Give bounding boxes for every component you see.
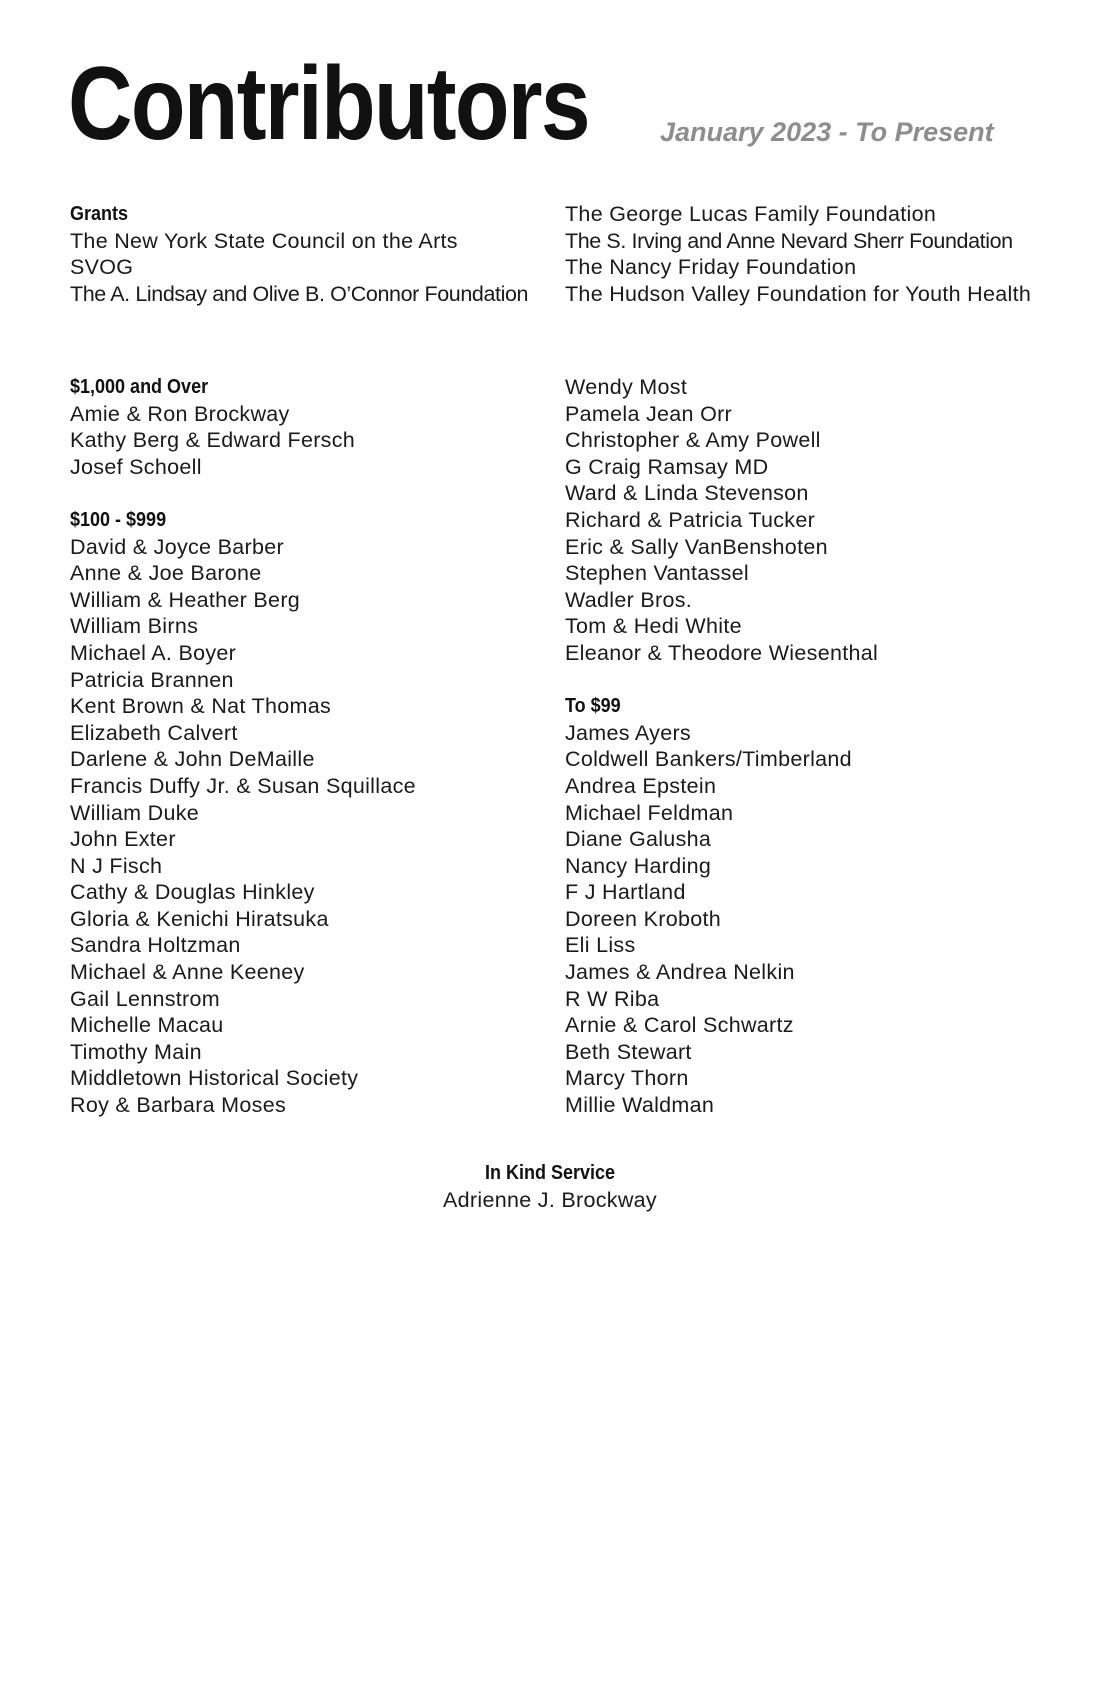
- list-item: William & Heather Berg: [70, 587, 301, 612]
- list-item: Arnie & Carol Schwartz: [565, 1013, 794, 1038]
- donors-left-column: [70, 374, 540, 1119]
- list-item: Kathy Berg & Edward Fersch: [70, 428, 356, 453]
- list-item: The Nancy Friday Foundation: [565, 255, 857, 280]
- list-item: The Hudson Valley Foundation for Youth Health: [565, 281, 1032, 306]
- list-item: Andrea Epstein: [565, 773, 717, 798]
- list-item: Beth Stewart: [565, 1039, 692, 1064]
- list-item: The George Lucas Family Foundation: [565, 202, 937, 226]
- list-item: Darlene & John DeMaille: [70, 747, 315, 772]
- donors-right-column: [565, 374, 1035, 1119]
- list-item: Stephen Vantassel: [565, 561, 749, 586]
- list-item: N J Fisch: [70, 853, 163, 878]
- list-item: Diane Galusha: [565, 827, 712, 852]
- list-item: Eli Liss: [565, 933, 636, 958]
- in-kind-heading: In Kind Service: [484, 1162, 616, 1184]
- list-item: F J Hartland: [565, 880, 686, 905]
- list-item: The A. Lindsay and Olive B. O’Connor Foundation: [70, 281, 529, 306]
- list-item: Wendy Most: [565, 375, 688, 399]
- list-item: Anne & Joe Barone: [70, 561, 262, 586]
- list-item: Patricia Brannen: [70, 667, 234, 692]
- list-item: R W Riba: [565, 986, 660, 1011]
- date-range-subtitle: January 2023 - To Present: [660, 117, 994, 147]
- page-title: Contributors: [68, 46, 589, 162]
- list-item: Francis Duffy Jr. & Susan Squillace: [70, 773, 416, 798]
- list-item: Christopher & Amy Powell: [565, 428, 821, 453]
- list-item: Adrienne J. Brockway: [443, 1187, 657, 1212]
- list-item: William Duke: [70, 800, 200, 825]
- in-kind-section: [0, 1160, 1100, 1213]
- list-item: Eleanor & Theodore Wiesenthal: [565, 640, 879, 665]
- grants-heading: Grants: [70, 203, 129, 225]
- list-item: Gail Lennstrom: [70, 986, 220, 1011]
- list-item: The New York State Council on the Arts: [70, 228, 458, 253]
- list-item: William Birns: [70, 614, 199, 639]
- list-item: Timothy Main: [70, 1039, 202, 1064]
- list-item: The S. Irving and Anne Nevard Sherr Foundation: [565, 228, 1013, 253]
- list-item: Nancy Harding: [565, 853, 712, 878]
- list-item: Elizabeth Calvert: [70, 720, 238, 745]
- level-heading-100-999: $100 - $999: [70, 508, 167, 531]
- list-item: Michelle Macau: [70, 1013, 224, 1038]
- list-item: Richard & Patricia Tucker: [565, 507, 816, 532]
- list-item: James Ayers: [565, 720, 691, 745]
- list-item: Gloria & Kenichi Hiratsuka: [70, 906, 329, 931]
- list-item: Ward & Linda Stevenson: [565, 481, 809, 506]
- list-item: Millie Waldman: [565, 1093, 715, 1118]
- list-item: John Exter: [70, 827, 176, 852]
- level-heading-1000-over: $1,000 and Over: [70, 376, 209, 398]
- grants-right-column: [565, 201, 1035, 307]
- list-item: Michael Feldman: [565, 800, 734, 825]
- list-item: Wadler Bros.: [565, 587, 693, 612]
- list-item: Eric & Sally VanBenshoten: [565, 534, 828, 559]
- list-item: Doreen Kroboth: [565, 906, 721, 931]
- list-item: Cathy & Douglas Hinkley: [70, 880, 315, 905]
- list-item: Sandra Holtzman: [70, 933, 241, 958]
- list-item: Amie & Ron Brockway: [70, 401, 290, 426]
- list-item: SVOG: [70, 255, 134, 280]
- list-item: Roy & Barbara Moses: [70, 1093, 287, 1118]
- list-item: Michael A. Boyer: [70, 640, 237, 665]
- list-item: G Craig Ramsay MD: [565, 454, 769, 479]
- grants-left-column: [70, 201, 540, 307]
- list-item: Coldwell Bankers/Timberland: [565, 747, 852, 772]
- level-heading-to-99: To $99: [565, 695, 621, 718]
- list-item: James & Andrea Nelkin: [565, 960, 795, 985]
- list-item: Tom & Hedi White: [565, 614, 742, 639]
- list-item: Michael & Anne Keeney: [70, 960, 305, 985]
- list-item: Marcy Thorn: [565, 1066, 689, 1091]
- list-item: Middletown Historical Society: [70, 1066, 359, 1091]
- list-item: Josef Schoell: [70, 454, 202, 479]
- list-item: Kent Brown & Nat Thomas: [70, 694, 332, 719]
- list-item: Pamela Jean Orr: [565, 401, 733, 426]
- list-item: David & Joyce Barber: [70, 534, 284, 559]
